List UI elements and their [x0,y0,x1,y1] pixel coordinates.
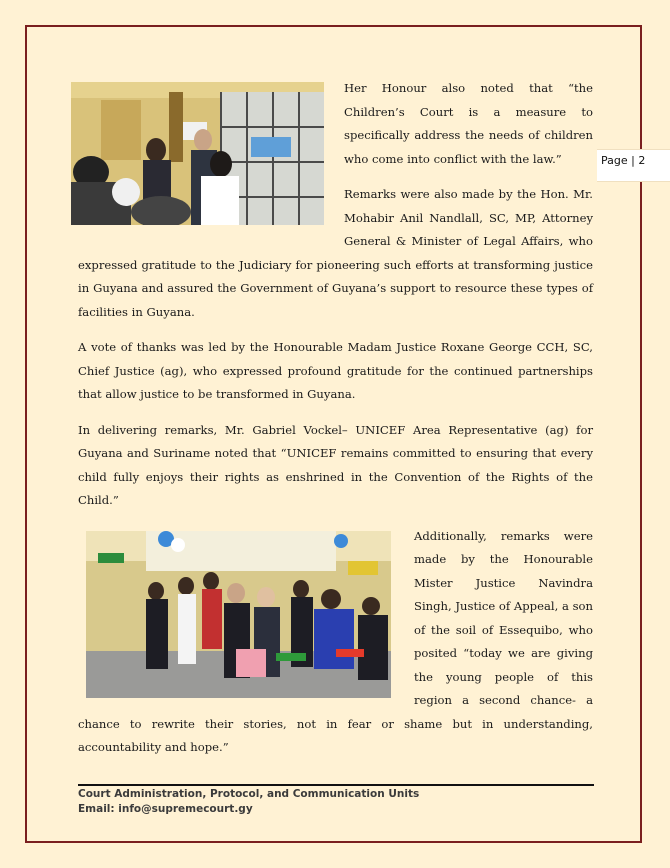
paragraph-2: Remarks were also made by the Hon. Mr. Mohabir Anil Nandlall, SC, MP, Attorney General & Minister of Legal Affairs, who expressed gratitude to the Judiciary for pioneering such efforts at transforming justice in Guyana and assured the Government of Guyana’s support to resource these types of facilities in Guyana. [78,187,593,319]
article-body [78,77,593,772]
footer-organization: Court Administration, Protocol, and Communication Units [78,788,420,800]
paragraph-5: Additionally, remarks were made by the Honourable Mister Justice Navindra Singh, Justice of Appeal, a son of the soil of Essequibo, who posited “today we are giving the young people of this region a second chance- a chance to rewrite their stories, not in fear or shame but in understanding, accountability and hope.” [78,528,593,754]
photo-unveiling-plaque-image [71,82,324,225]
footer-divider [78,784,594,786]
photo-unveiling-plaque [71,82,324,225]
footer [78,787,419,817]
photo-group-ribbon-cutting-image [86,531,391,698]
page-number: Page | 2 [597,149,670,182]
photo-group-ribbon-cutting [86,531,391,698]
paragraph-1: Her Honour also noted that “the Children’s Court is a measure to specifically address the needs of children who come into conflict with the law.” [344,81,593,166]
paragraph-4: In delivering remarks, Mr. Gabriel Vockel– UNICEF Area Representative (ag) for Guyana and Suriname noted that “UNICEF remains committed to ensuring that every child fully enjoys their rights as enshrined in the Convention of the Rights of the Child.” [78,422,593,507]
footer-email: Email: info@supremecourt.gy [78,803,253,815]
paragraph-3: A vote of thanks was led by the Honourable Madam Justice Roxane George CCH, SC, Chief Justice (ag), who expressed profound gratitude for the continued partnerships that allow justice to be transformed in Guyana. [78,340,593,401]
